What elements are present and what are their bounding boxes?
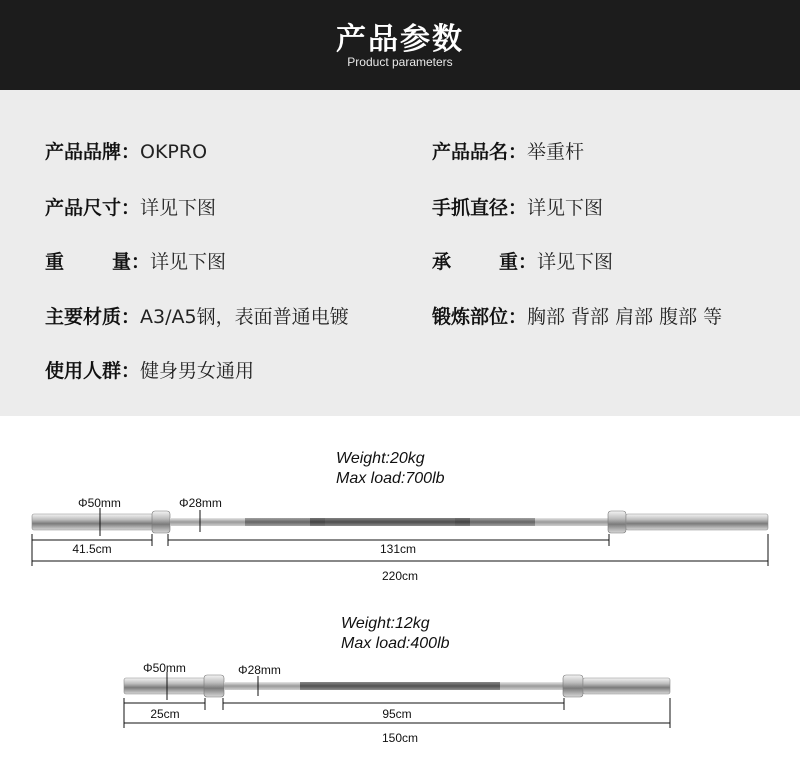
- spec-brand-label: 产品品牌：: [45, 141, 141, 163]
- spec-material-label: 主要材质：: [45, 306, 141, 328]
- bar2-left-sleeve: [124, 678, 206, 694]
- spec-panel: [0, 90, 800, 416]
- spec-grip-diameter: [432, 193, 603, 220]
- barbell-diagram: [0, 416, 800, 763]
- bar1-knurl-right: [455, 518, 535, 526]
- bar1-right-sleeve: [626, 514, 768, 530]
- spec-grip-diameter-label: 手抓直径：: [432, 197, 528, 219]
- spec-training-label: 锻炼部位：: [432, 306, 528, 328]
- bar2-max-load: Max load:400lb: [341, 635, 450, 652]
- spec-training: [432, 302, 722, 329]
- bar2-left-collar: [204, 675, 224, 697]
- spec-size: [45, 193, 216, 220]
- bar1-grip-diameter: Φ28mm: [179, 496, 222, 510]
- bar1-weight: Weight:20kg: [336, 450, 425, 467]
- bar1-knurl-center: [310, 518, 470, 526]
- bar1-sleeve-diameter: Φ50mm: [78, 496, 121, 510]
- bar2-right-sleeve: [583, 678, 670, 694]
- spec-weight: [45, 247, 226, 274]
- spec-name: [432, 137, 584, 164]
- spec-training-value: 胸部 背部 肩部 腹部 等: [527, 306, 723, 328]
- spec-material-value: A3/A5钢，表面普通电镀: [140, 306, 349, 328]
- spec-users-value: 健身男女通用: [140, 360, 255, 382]
- page-subtitle: Product parameters: [347, 55, 453, 69]
- bar1-right-collar: [608, 511, 626, 533]
- bar1-grip-length: 131cm: [379, 542, 417, 556]
- bar2-sleeve-diameter: Φ50mm: [143, 661, 186, 675]
- bar2-sleeve-length: 25cm: [150, 707, 180, 721]
- spec-load-label-b: 重：: [499, 251, 538, 273]
- spec-weight-value: 详见下图: [150, 251, 227, 273]
- header-banner: [0, 0, 800, 90]
- spec-name-value: 举重杆: [527, 141, 585, 163]
- spec-brand-value: OKPRO: [140, 141, 208, 163]
- spec-size-label: 产品尺寸：: [45, 197, 141, 219]
- bar2-weight: Weight:12kg: [341, 615, 430, 632]
- bar2-grip-length: 95cm: [382, 707, 412, 721]
- spec-grip-diameter-value: 详见下图: [527, 197, 604, 219]
- spec-users-label: 使用人群：: [45, 360, 141, 382]
- spec-weight-label-a: 重: [45, 251, 65, 273]
- bar2-right-collar: [563, 675, 583, 697]
- bar1-left-collar: [152, 511, 170, 533]
- bar1-total-length: 220cm: [381, 569, 419, 583]
- bar2-grip-diameter: Φ28mm: [238, 663, 281, 677]
- spec-weight-label-b: 量：: [112, 251, 151, 273]
- bar2-total-length: 150cm: [381, 731, 419, 745]
- spec-material: [45, 302, 349, 329]
- barbell-20kg: [32, 450, 768, 583]
- spec-load-value: 详见下图: [537, 251, 614, 273]
- bar1-left-sleeve: [32, 514, 154, 530]
- bar1-max-load: Max load:700lb: [336, 470, 445, 487]
- spec-users: [45, 356, 254, 383]
- barbell-12kg: [124, 615, 670, 745]
- bar2-knurl: [300, 682, 500, 690]
- page-title: 产品参数: [336, 22, 464, 57]
- spec-name-label: 产品品名：: [432, 141, 528, 163]
- bar1-sleeve-length: 41.5cm: [72, 542, 112, 556]
- spec-brand: [45, 137, 207, 164]
- spec-load: [432, 247, 613, 274]
- spec-load-label-a: 承: [432, 251, 452, 273]
- spec-size-value: 详见下图: [140, 197, 217, 219]
